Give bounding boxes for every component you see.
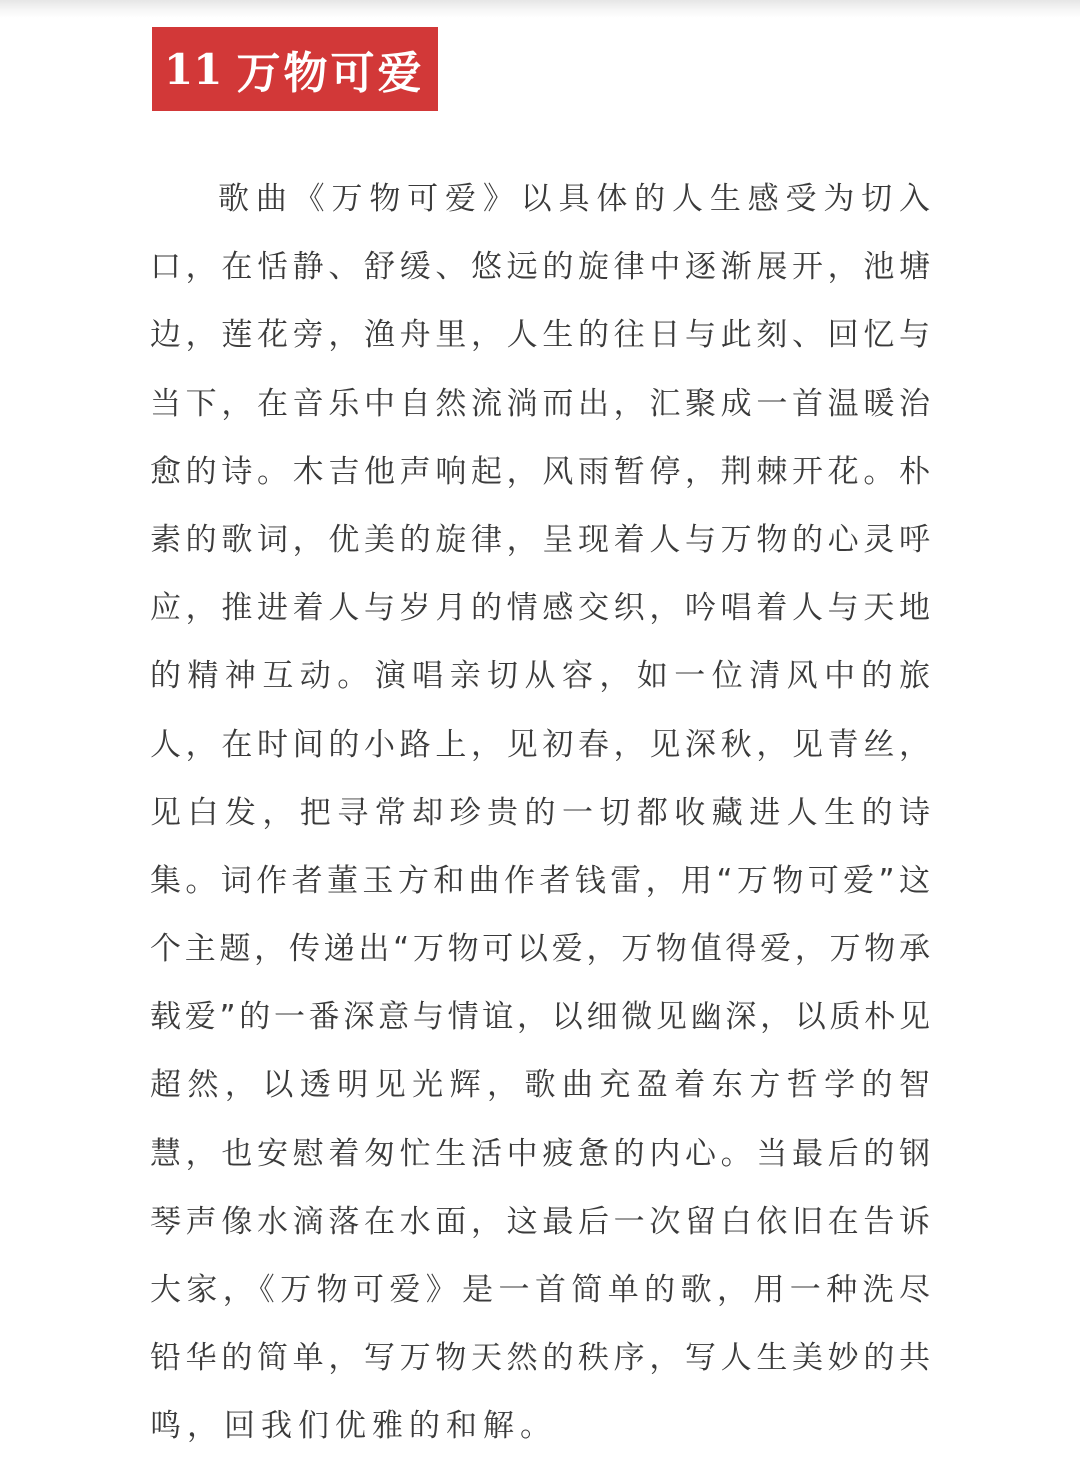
paragraph-line: 歌曲《万物可爱》以具体的人生感受为切入 [218, 181, 930, 217]
section-title-badge [152, 27, 438, 111]
paragraph-line: 琴声像水滴落在水面，这最后一次留白依旧在告诉 [150, 1203, 930, 1240]
paragraph-line: 应，推进着人与岁月的情感交织，吟唱着人与天地 [150, 590, 930, 627]
paragraph-line: 超然，以透明见光辉，歌曲充盈着东方哲学的智 [150, 1067, 930, 1104]
paragraph-line: 集。词作者董玉方和曲作者钱雷，用“万物可爱”这 [150, 862, 930, 899]
paragraph-line: 口，在恬静、舒缓、悠远的旋律中逐渐展开，池塘 [150, 249, 930, 286]
top-shadow [0, 0, 1080, 18]
section-number: 11 [164, 44, 223, 94]
paragraph-line: 的精神互动。演唱亲切从容，如一位清风中的旅 [150, 658, 930, 695]
paragraph-line: 人，在时间的小路上，见初春，见深秋，见青丝， [150, 726, 930, 763]
paragraph-line: 鸣，回我们优雅的和解。 [150, 1408, 557, 1445]
paragraph-line: 载爱”的一番深意与情谊，以细微见幽深，以质朴见 [150, 999, 930, 1036]
paragraph-line: 素的歌词，优美的旋律，呈现着人与万物的心灵呼 [150, 521, 930, 558]
paragraph-line: 边，莲花旁，渔舟里，人生的往日与此刻、回忆与 [150, 317, 930, 354]
paragraph-line: 愈的诗。木吉他声响起，风雨暂停，荆棘开花。朴 [150, 453, 930, 490]
paragraph-line: 个主题，传递出“万物可以爱，万物值得爱，万物承 [150, 931, 930, 968]
paragraph-line: 铅华的简单，写万物天然的秩序，写人生美妙的共 [150, 1340, 930, 1377]
paragraph-line: 慧，也安慰着匆忙生活中疲惫的内心。当最后的钢 [150, 1135, 930, 1172]
article-body [150, 165, 930, 1461]
paragraph-line: 大家，《万物可爱》是一首简单的歌，用一种洗尽 [150, 1272, 930, 1308]
paragraph-line: 见白发，把寻常却珍贵的一切都收藏进人生的诗 [150, 794, 930, 831]
section-title: 万物可爱 [236, 48, 425, 99]
paragraph-line: 当下，在音乐中自然流淌而出，汇聚成一首温暖治 [150, 385, 930, 422]
